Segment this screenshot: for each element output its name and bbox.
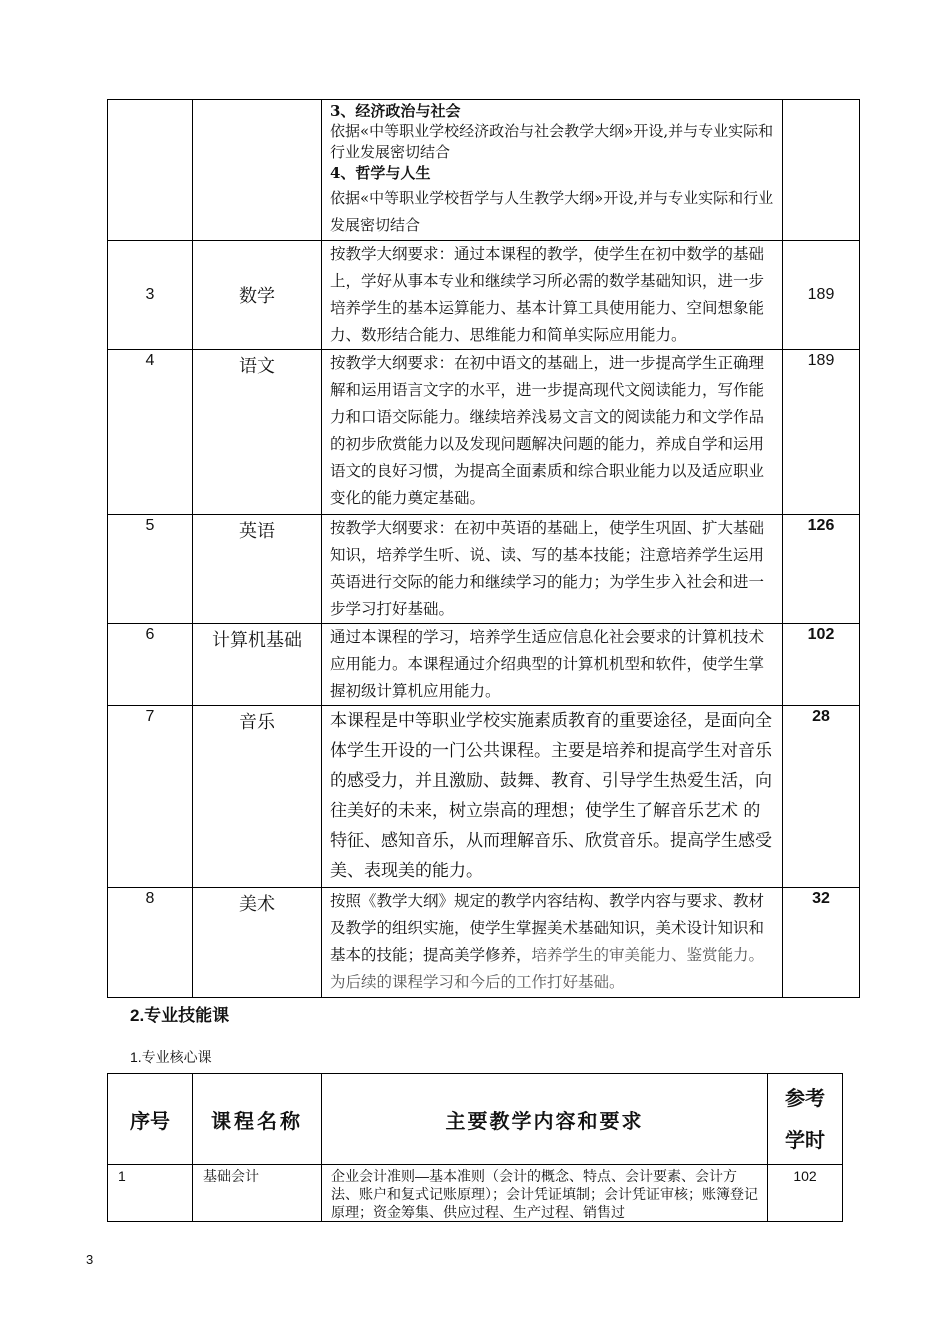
hours-cell: 28 <box>783 706 860 888</box>
header-hours-line1: 参考 <box>785 1086 825 1110</box>
row-number-cell: 3 <box>108 241 193 350</box>
hours-cell: 189 <box>783 241 860 350</box>
row-number-cell: 1 <box>108 1165 193 1222</box>
course-desc-cell: 本课程是中等职业学校实施素质教育的重要途径，是面向全体学生开设的一门公共课程。主要是培养和提高学生对音乐的感受力，并且激励、鼓舞、教育、引导学生热爱生活，向往美好的未来，树立崇高的理想；使学生了解音乐艺术 的特征、感知音乐，从而理解音乐、欣赏音乐。提高学生感受美、表现美的能力。 <box>322 706 783 888</box>
header-hours <box>768 1074 843 1165</box>
hours-cell <box>783 100 860 241</box>
course-desc-cell: 企业会计准则—基本准则（会计的概念、特点、会计要素、会计方法、账户和复式记账原理）；会计凭证填制；会计凭证审核；账簿登记原理；资金筹集、供应过程、生产过程、销售过 <box>322 1165 768 1222</box>
public-courses-table <box>107 99 860 998</box>
course-desc-cell: 通过本课程的学习，培养学生适应信息化社会要求的计算机技术应用能力。本课程通过介绍典型的计算机机型和软件，使学生掌握初级计算机应用能力。 <box>322 624 783 706</box>
hours-cell: 32 <box>783 888 860 998</box>
header-hours-line2: 学时 <box>785 1128 825 1152</box>
course-desc-cell: 按教学大纲要求：通过本课程的教学，使学生在初中数学的基础上，学好从事本专业和继续学习所必需的数学基础知识，进一步培养学生的基本运算能力、基本计算工具使用能力、空间想象能力、数形结合能力、思维能力和简单实际应用能力。 <box>322 241 783 350</box>
header-number: 序号 <box>108 1074 193 1165</box>
subsection-title: 1.专业核心课 <box>130 1049 212 1065</box>
course-name-cell: 语文 <box>193 350 322 515</box>
course-name-cell <box>193 100 322 241</box>
course-name-cell: 计算机基础 <box>193 624 322 706</box>
course-desc-cell: 按教学大纲要求：在初中语文的基础上，进一步提高学生正确理解和运用语言文字的水平，进一步提高现代文阅读能力，写作能力和口语交际能力。继续培养浅易文言文的阅读能力和文学作品的初步欣赏能力以及发现问题解决问题的能力，养成自学和运用语文的良好习惯，为提高全面素质和综合职业能力以及适应职业变化的能力奠定基础。 <box>322 350 783 515</box>
table-row <box>108 706 860 888</box>
subitem-text: 依据«中等职业学校哲学与人生教学大纲»开设,并与专业实际和行业发展密切结合 <box>330 189 774 234</box>
subitem-title: 3、经济政治与社会 <box>330 102 461 120</box>
subitem-title: 4、哲学与人生 <box>330 164 431 182</box>
row-number-cell: 5 <box>108 515 193 624</box>
course-name-cell: 音乐 <box>193 706 322 888</box>
section-title: 2.专业技能课 <box>130 1006 230 1025</box>
table-row <box>108 515 860 624</box>
header-content: 主要教学内容和要求 <box>322 1074 768 1165</box>
desc-text: 按照《教学大纲》规定的教学内容结构、教学内容与要求、教材及教学的组织实施，使学生掌握美术基础知识，美术设计知识和基本的技能；提高美学修养， <box>330 892 765 964</box>
core-courses-table <box>107 1073 843 1222</box>
table-row <box>108 624 860 706</box>
course-name-cell: 数学 <box>193 241 322 350</box>
table-row <box>108 350 860 515</box>
row-number-cell <box>108 100 193 241</box>
hours-cell: 102 <box>783 624 860 706</box>
row-number-cell: 4 <box>108 350 193 515</box>
table-row <box>108 1165 843 1222</box>
row-number-cell: 6 <box>108 624 193 706</box>
course-name-cell: 基础会计 <box>193 1165 322 1222</box>
hours-cell: 102 <box>768 1165 843 1222</box>
table-row <box>108 888 860 998</box>
subitem-text: 依据«中等职业学校经济政治与社会教学大纲»开设,并与专业实际和行业发展密切结合 <box>330 122 774 161</box>
page-number: 3 <box>86 1252 94 1267</box>
header-row <box>108 1074 843 1165</box>
row-number-cell: 7 <box>108 706 193 888</box>
course-desc-cell <box>322 100 783 241</box>
course-desc-cell <box>322 888 783 998</box>
course-name-cell: 英语 <box>193 515 322 624</box>
row-number-cell: 8 <box>108 888 193 998</box>
course-name-cell: 美术 <box>193 888 322 998</box>
table-row <box>108 100 860 241</box>
hours-cell: 189 <box>783 350 860 515</box>
desc-text-grey: 培养学生的审美能力、鉴赏能力。为后续的课程学习和今后的工作打好基础。 <box>330 946 765 991</box>
hours-cell: 126 <box>783 515 860 624</box>
header-course-name: 课程名称 <box>193 1074 322 1165</box>
course-desc-cell: 按教学大纲要求：在初中英语的基础上，使学生巩固、扩大基础知识，培养学生听、说、读、写的基本技能；注意培养学生运用英语进行交际的能力和继续学习的能力；为学生步入社会和进一步学习打好基础。 <box>322 515 783 624</box>
table-row <box>108 241 860 350</box>
